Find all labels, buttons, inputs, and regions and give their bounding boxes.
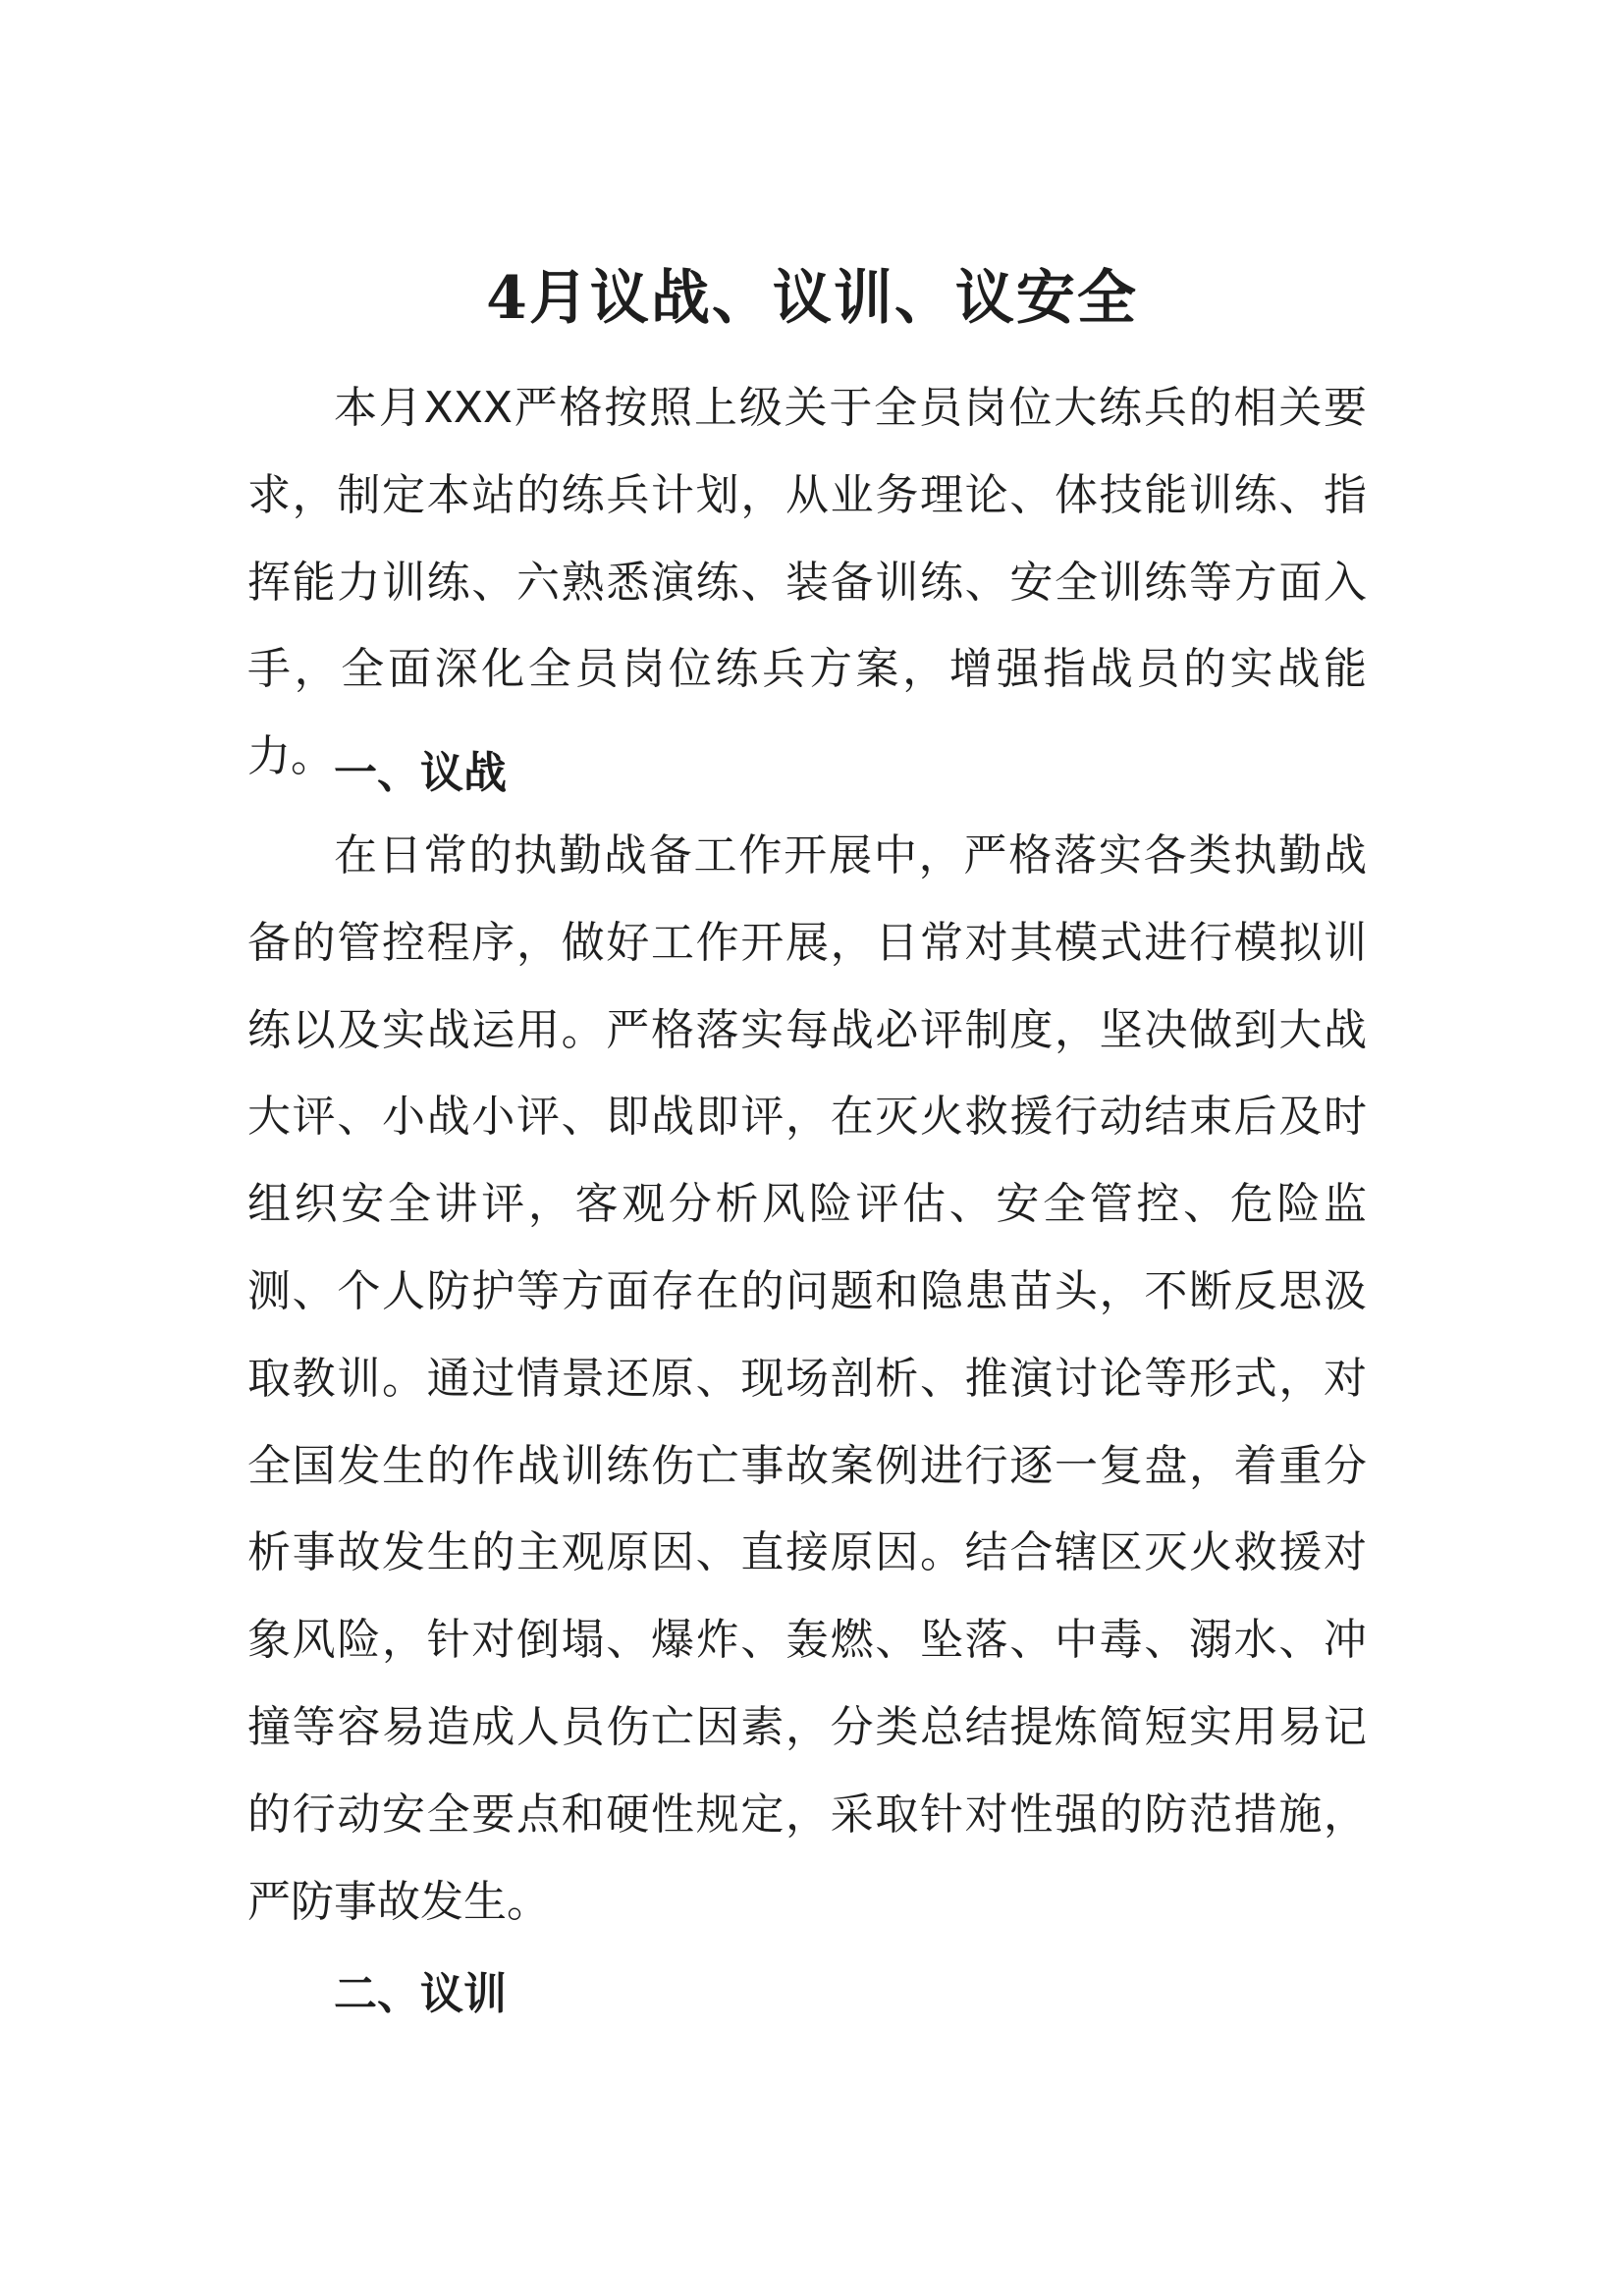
intro-paragraph: 本月XXX严格按照上级关于全员岗位大练兵的相关要求，制定本站的练兵计划，从业务理论、体技能训练、指挥能力训练、六熟悉演练、装备训练、安全训练等方面入手，全面深化全员岗位练兵方案，增强指战员的实战能力。: [247, 383, 1367, 782]
section-paragraph-1: 在日常的执勤战备工作开展中，严格落实各类执勤战备的管控程序，做好工作开展，日常对其模式进行模拟训练以及实战运用。严格落实每战必评制度，坚决做到大战大评、小战小评、即战即评，在灭火救援行动结束后及时组织安全讲评，客观分析风险评估、安全管控、危险监测、个人防护等方面存在的问题和隐患苗头，不断反思汲取教训。通过情景还原、现场剖析、推演讨论等形式，对全国发生的作战训练伤亡事故案例进行逐一复盘，着重分析事故发生的主观原因、直接原因。结合辖区灭火救援对象风险，针对倒塌、爆炸、轰燃、坠落、中毒、溺水、冲撞等容易造成人员伤亡因素，分类总结提炼简短实用易记的行动安全要点和硬性规定，采取针对性强的防范措施，严防事故发生。: [247, 830, 1367, 1927]
section-heading-1: 一、议战: [334, 748, 507, 798]
document-title: 4月议战、议训、议安全: [486, 264, 1138, 334]
section-heading-2: 二、议训: [334, 1969, 507, 2019]
